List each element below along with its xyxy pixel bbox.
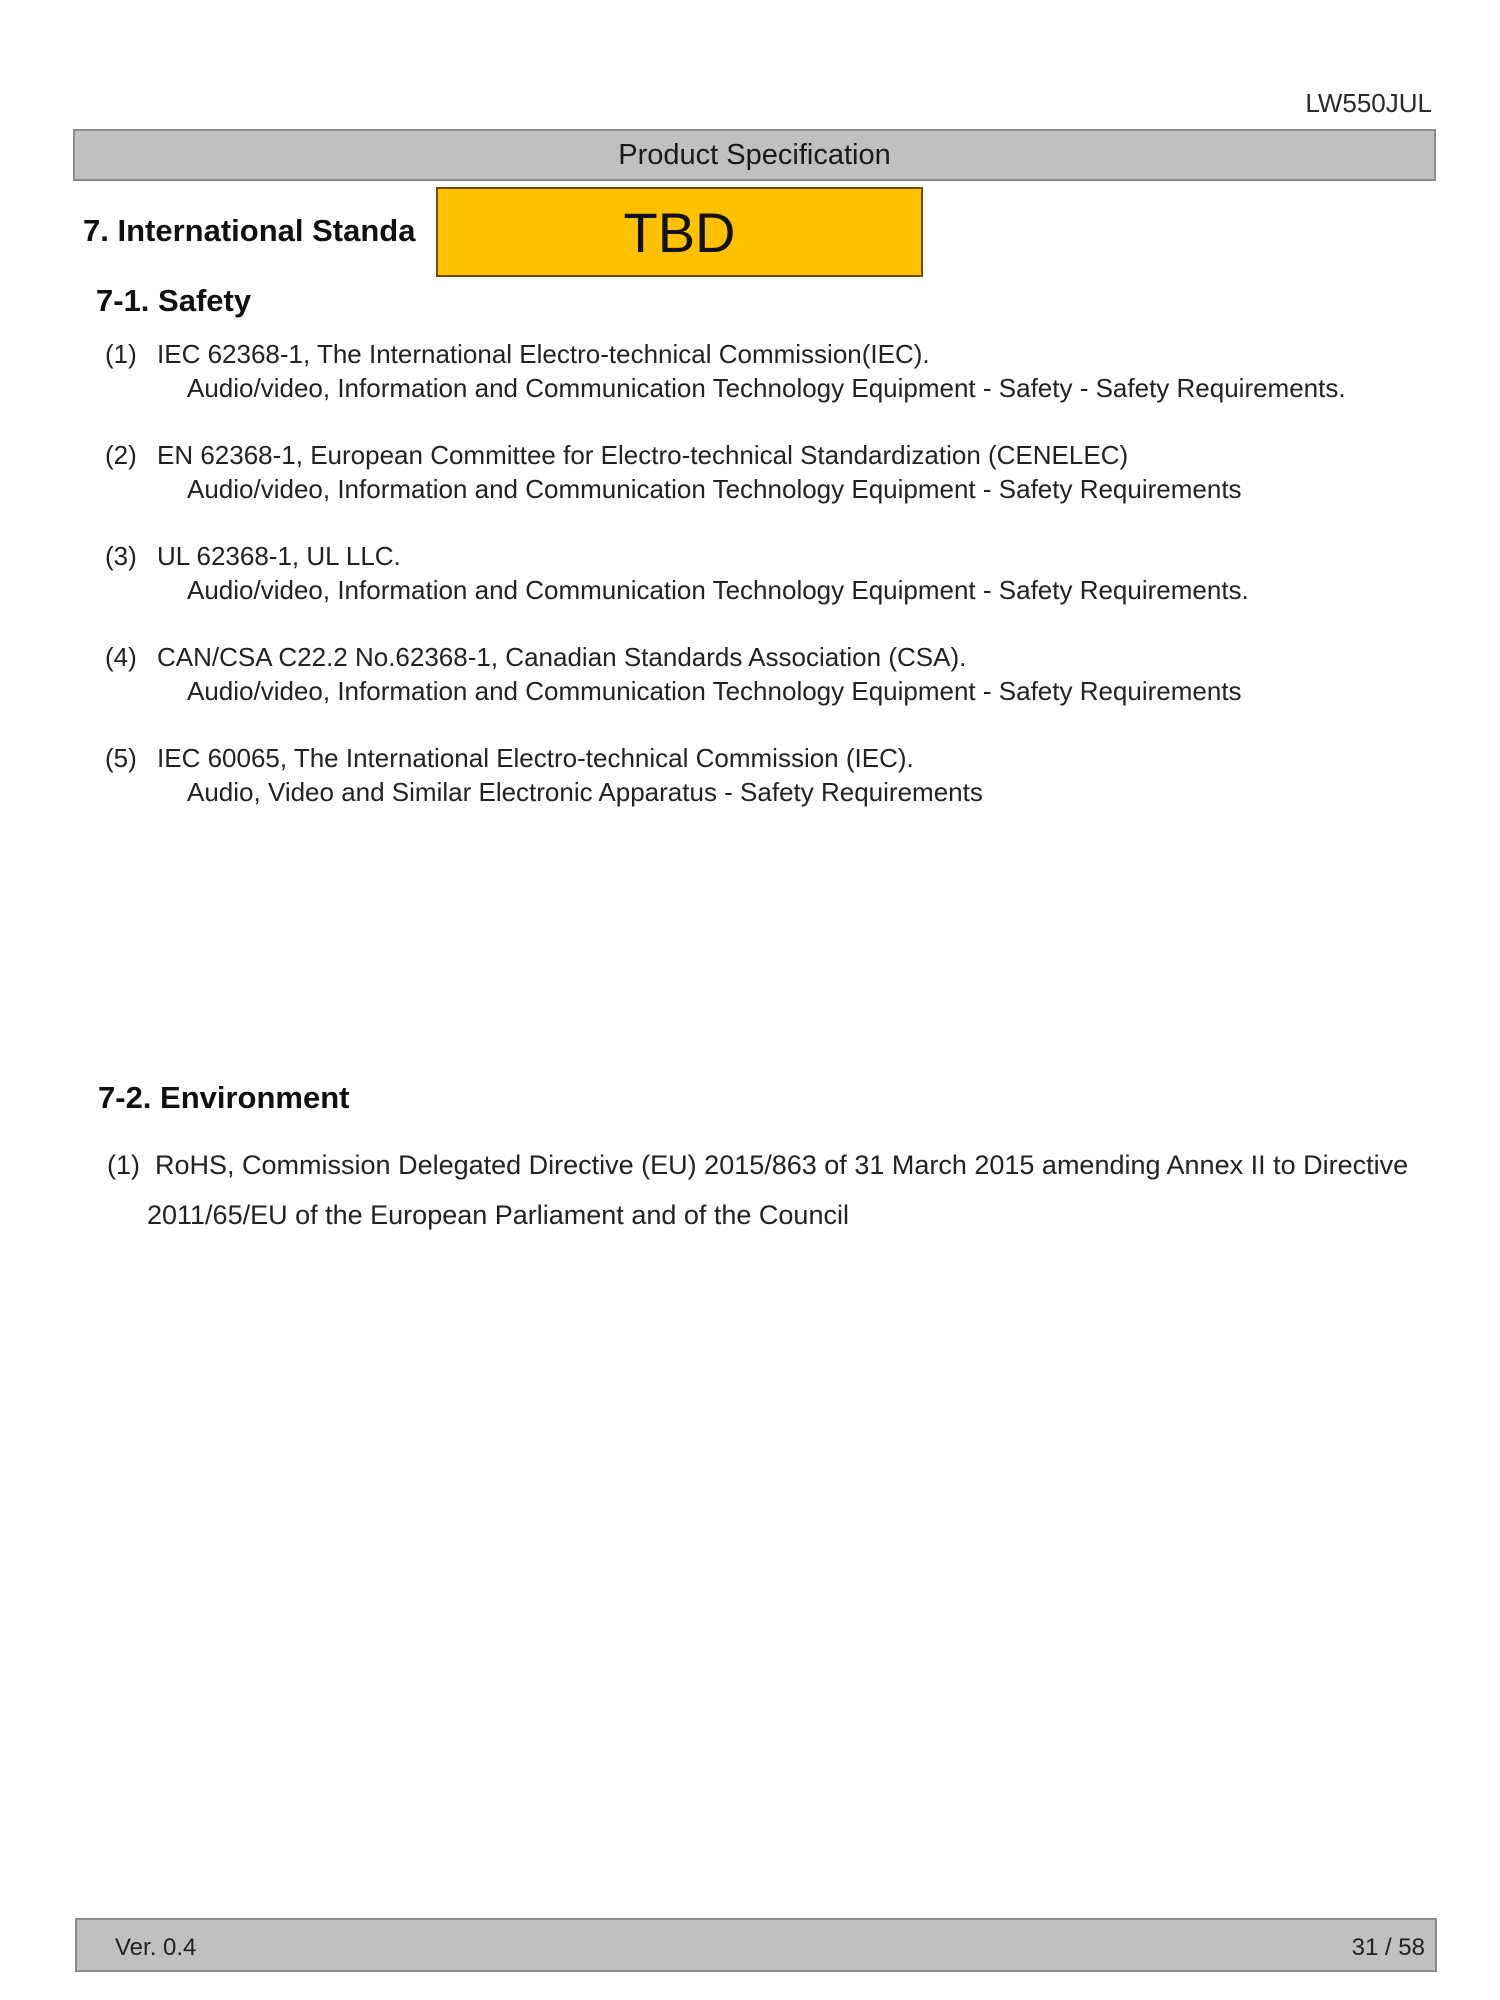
item-number: (5) (105, 743, 137, 773)
section-heading: 7. International Standa (83, 213, 416, 248)
item-description: Audio, Video and Similar Electronic Apparatus - Safety Requirements (187, 777, 983, 807)
safety-item-2 (105, 438, 1242, 506)
item-number: (2) (105, 440, 137, 470)
item-title: RoHS, Commission Delegated Directive (EU) 2015/863 of 31 March 2015 amending Annex II to Directive (155, 1150, 1409, 1180)
item-title: EN 62368-1, European Committee for Electro-technical Standardization (CENELEC) (157, 440, 1129, 470)
item-title: UL 62368-1, UL LLC. (157, 541, 401, 571)
page-title: Product Specification (618, 138, 891, 171)
page-title-bar (73, 129, 1436, 181)
tbd-placeholder-box (436, 187, 923, 277)
safety-item-5 (105, 741, 983, 809)
environment-heading: 7-2. Environment (98, 1080, 350, 1115)
version-label: Ver. 0.4 (115, 1934, 197, 1961)
tbd-label: TBD (623, 200, 736, 264)
environment-item-1 (107, 1140, 1467, 1240)
footer-bar (75, 1918, 1437, 1972)
item-title: CAN/CSA C22.2 No.62368-1, Canadian Standards Association (CSA). (157, 642, 967, 672)
safety-item-1 (105, 337, 1346, 405)
item-title: IEC 60065, The International Electro-technical Commission (IEC). (157, 743, 914, 773)
item-description: Audio/video, Information and Communication Technology Equipment - Safety - Safety Requirements. (187, 373, 1346, 403)
item-description: Audio/video, Information and Communication Technology Equipment - Safety Requirements (187, 474, 1242, 504)
item-description: Audio/video, Information and Communication Technology Equipment - Safety Requirements. (187, 575, 1249, 605)
page-number: 31 / 58 (1351, 1934, 1425, 1961)
item-title: IEC 62368-1, The International Electro-technical Commission(IEC). (157, 339, 930, 369)
item-description: Audio/video, Information and Communication Technology Equipment - Safety Requirements (187, 676, 1242, 706)
item-number: (1) (105, 339, 137, 369)
safety-heading: 7-1. Safety (96, 283, 252, 318)
item-number: (1) (107, 1150, 140, 1180)
safety-item-3 (105, 539, 1249, 607)
item-description: 2011/65/EU of the European Parliament and of the Council (147, 1200, 849, 1230)
item-number: (3) (105, 541, 137, 571)
model-number: LW550JUL (1305, 88, 1432, 118)
item-number: (4) (105, 642, 137, 672)
safety-item-4 (105, 640, 1242, 708)
